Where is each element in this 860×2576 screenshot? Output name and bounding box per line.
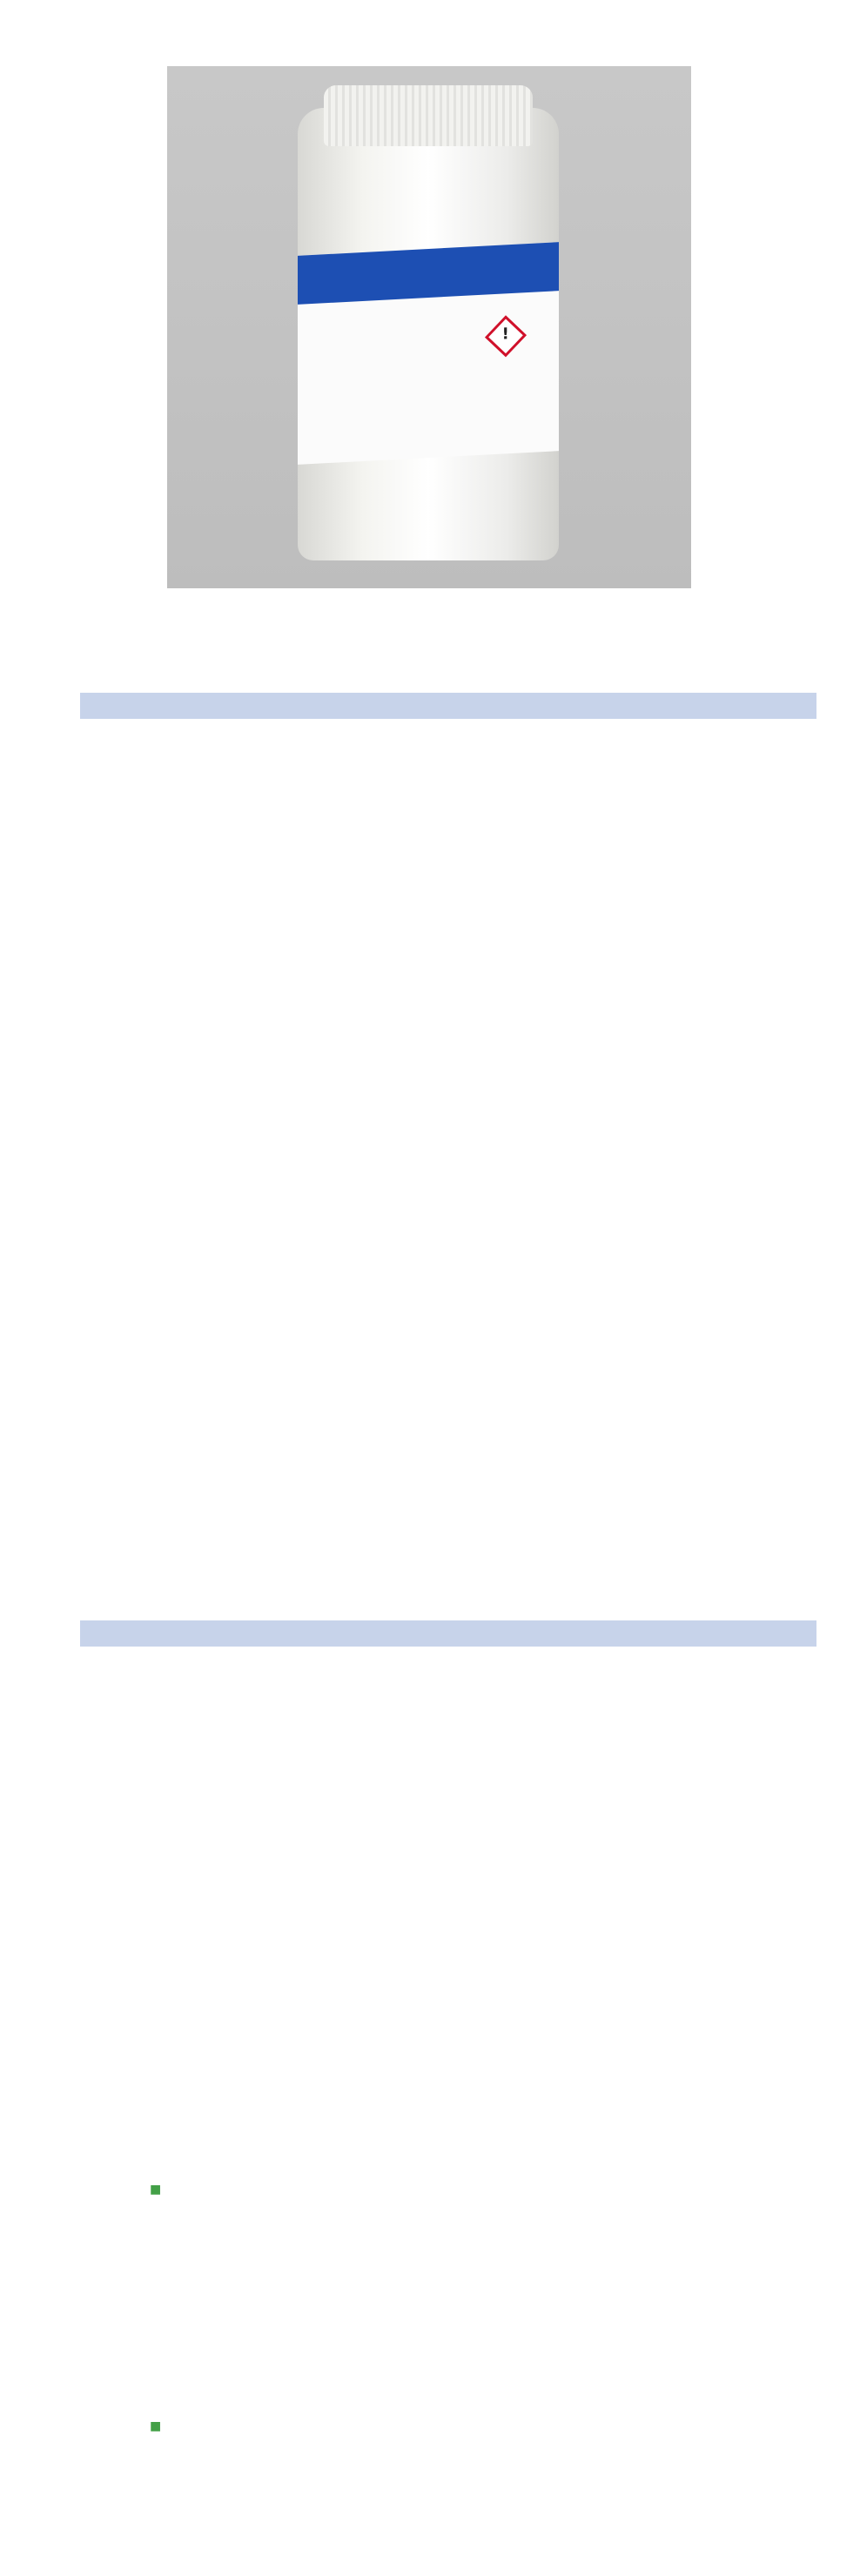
- bottle-cap: [324, 85, 533, 146]
- abbr2-title: [150, 2419, 161, 2433]
- bottle-label: [298, 242, 559, 465]
- dangerous-heading: [80, 1620, 816, 1647]
- product-photo: [167, 66, 691, 588]
- abbr1-title: [150, 2183, 161, 2197]
- grade-table-heading: [80, 693, 816, 719]
- page-title: [0, 12, 860, 33]
- grade-maker-title: [87, 614, 96, 665]
- exclamation-icon: !: [485, 315, 527, 357]
